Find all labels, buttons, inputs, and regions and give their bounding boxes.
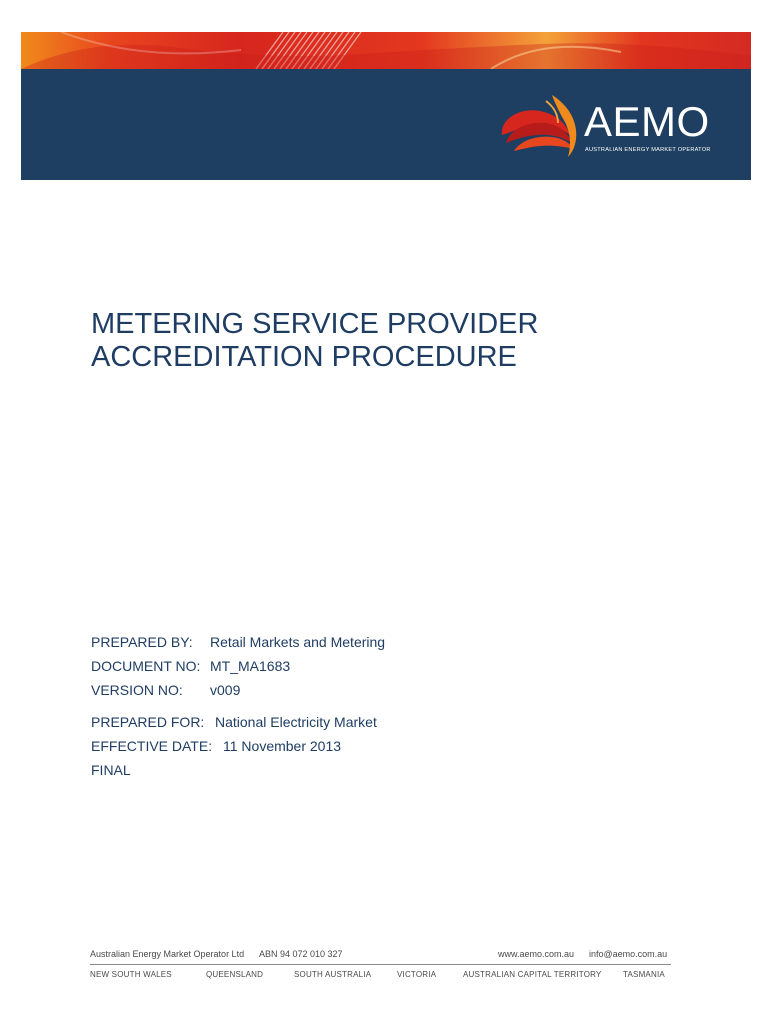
prepared-by-row — [91, 633, 386, 651]
footer-website-link[interactable]: www.aemo.com.au — [498, 949, 575, 959]
footer-company: Australian Energy Market Operator Ltd — [90, 949, 245, 959]
document-title — [91, 308, 711, 374]
footer-region: TASMANIA — [623, 970, 665, 979]
aemo-logo-tagline: AUSTRALIAN ENERGY MARKET OPERATOR — [585, 147, 711, 153]
aemo-logo-text: AEMO — [584, 98, 710, 145]
footer-contact-row — [90, 949, 671, 961]
prepared-by-label: PREPARED BY: — [91, 634, 193, 650]
title-line-2: ACCREDITATION PROCEDURE — [91, 341, 517, 373]
footer-abn: ABN 94 072 010 327 — [259, 949, 343, 959]
aemo-logo — [496, 91, 736, 161]
footer-region: AUSTRALIAN CAPITAL TERRITORY — [463, 970, 602, 979]
version-no-value: v009 — [210, 682, 241, 698]
footer-email-link[interactable]: info@aemo.com.au — [589, 949, 668, 959]
prepared-for-value: National Electricity Market — [215, 714, 377, 730]
document-no-row — [91, 657, 291, 675]
document-status: FINAL — [91, 762, 131, 778]
footer-regions — [90, 970, 671, 982]
footer-region: QUEENSLAND — [206, 970, 264, 979]
footer-region: VICTORIA — [397, 970, 437, 979]
page-footer — [90, 949, 671, 985]
title-line-1: METERING SERVICE PROVIDER — [91, 308, 539, 340]
header-banner — [21, 32, 751, 180]
effective-date-value: 11 November 2013 — [223, 738, 342, 754]
banner-stripe — [21, 32, 751, 69]
prepared-for-row — [91, 713, 377, 731]
footer-divider — [90, 964, 671, 965]
footer-region: SOUTH AUSTRALIA — [294, 970, 372, 979]
version-no-row — [91, 681, 241, 699]
footer-region: NEW SOUTH WALES — [90, 970, 172, 979]
prepared-for-label: PREPARED FOR: — [91, 714, 205, 730]
version-no-label: VERSION NO: — [91, 682, 183, 698]
prepared-by-value: Retail Markets and Metering — [210, 634, 386, 650]
effective-date-label: EFFECTIVE DATE: — [91, 738, 213, 754]
effective-date-row — [91, 737, 342, 755]
document-no-label: DOCUMENT NO: — [91, 658, 201, 674]
banner-body — [21, 69, 751, 180]
document-no-value: MT_MA1683 — [210, 658, 291, 674]
aemo-swirl-icon — [496, 91, 586, 161]
